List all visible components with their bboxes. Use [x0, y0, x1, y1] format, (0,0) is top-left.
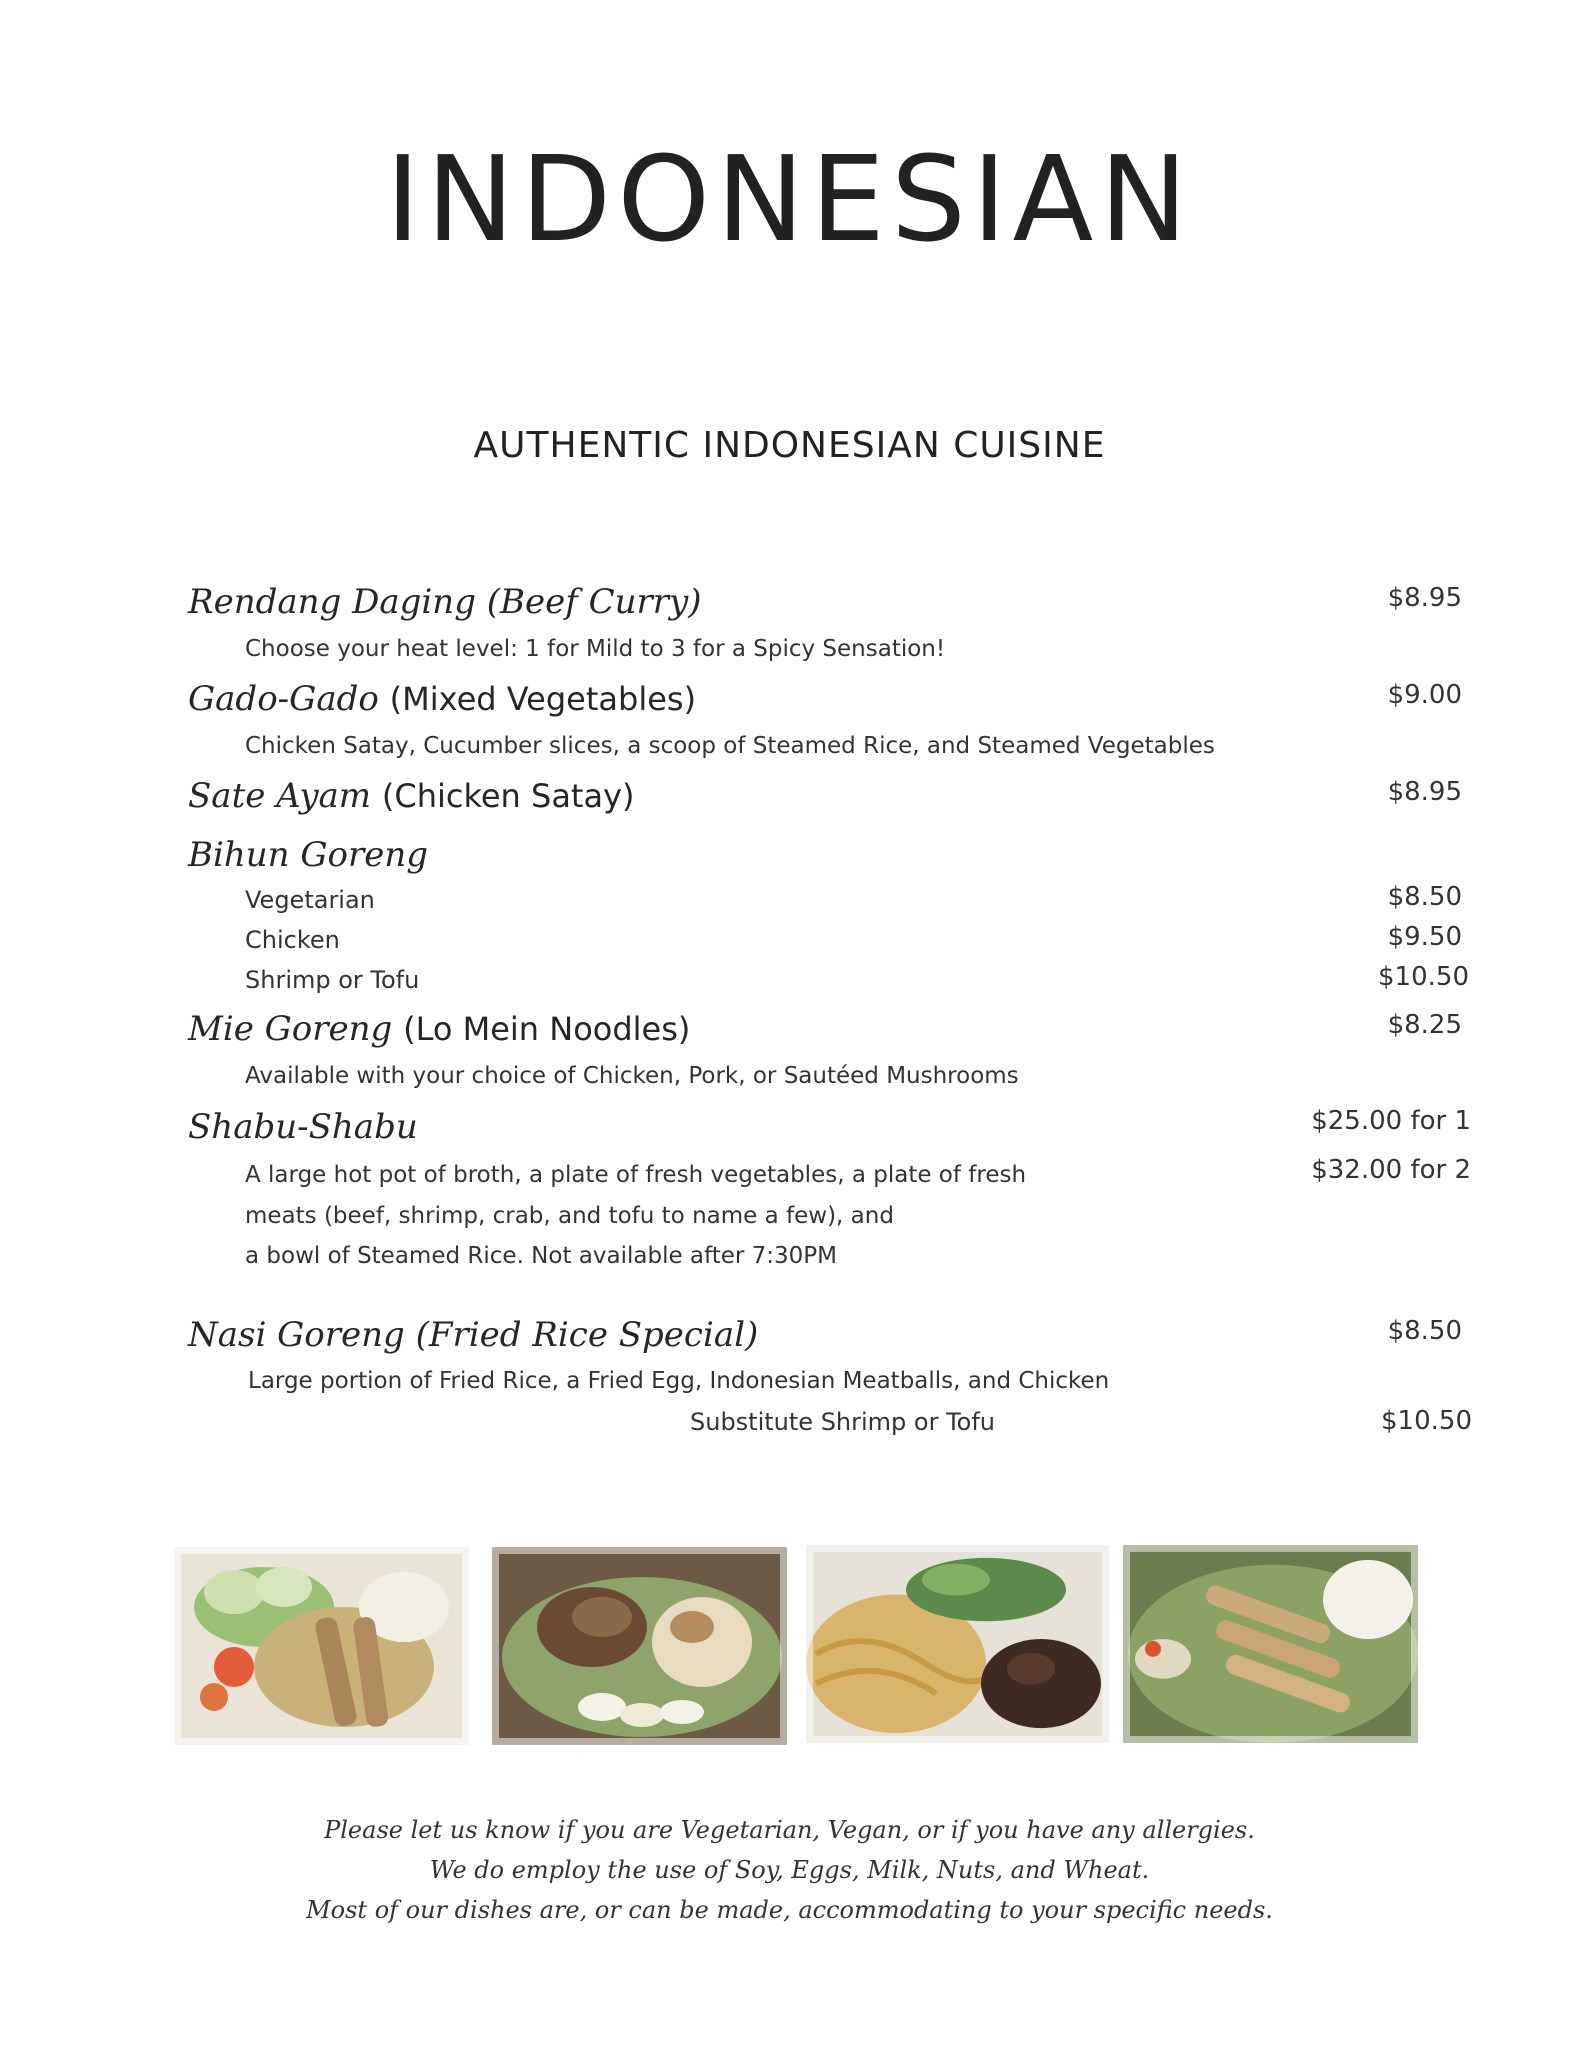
bihun-option-label: Vegetarian [245, 886, 375, 914]
food-photo-sate-ayam [1123, 1545, 1418, 1743]
food-photo-mie-goreng [806, 1545, 1109, 1743]
food-photo-satay-salad [174, 1547, 469, 1745]
dish-price-gado-gado: $9.00 [1387, 680, 1462, 710]
dish-name-gado-gado [188, 679, 697, 719]
dish-name-mie-goreng-paren: (Lo Mein Noodles) [403, 1010, 691, 1048]
dish-name-gado-gado-main: Gado-Gado [188, 679, 379, 719]
food-photo-nasi-rendang-image [492, 1547, 787, 1745]
footer-line-ingredients: We do employ the use of Soy, Eggs, Milk, Nuts, and Wheat. [429, 1856, 1150, 1884]
dish-price-mie-goreng: $8.25 [1387, 1010, 1462, 1040]
dish-price-shabu-1: $25.00 for 1 [1311, 1106, 1471, 1136]
food-photo-sate-ayam-image [1123, 1545, 1418, 1743]
dish-price-shabu-2: $32.00 for 2 [1311, 1155, 1471, 1185]
bihun-option-price: $9.50 [1387, 922, 1462, 952]
dish-name-mie-goreng-main: Mie Goreng [188, 1009, 393, 1049]
dish-desc-rendang: Choose your heat level: 1 for Mild to 3 for a Spicy Sensation! [245, 636, 946, 662]
page-title: INDONESIAN [385, 130, 1194, 268]
dish-name-sate-ayam-main: Sate Ayam [188, 776, 372, 816]
footer-line-allergies: Please let us know if you are Vegetarian, Vegan, or if you have any allergies. [324, 1816, 1255, 1844]
footer-line-accommodation: Most of our dishes are, or can be made, accommodating to your specific needs. [306, 1896, 1273, 1924]
dish-name-mie-goreng [188, 1009, 691, 1049]
food-photo-satay-salad-image [174, 1547, 469, 1745]
dish-desc-nasi-goreng: Large portion of Fried Rice, a Fried Egg, Indonesian Meatballs, and Chicken [248, 1368, 1110, 1394]
dish-price-rendang: $8.95 [1387, 583, 1462, 613]
dish-name-gado-gado-paren: (Mixed Vegetables) [389, 680, 697, 718]
nasi-substitute-price: $10.50 [1381, 1406, 1472, 1436]
bihun-option-price: $10.50 [1378, 962, 1469, 992]
dish-name-shabu-shabu: Shabu-Shabu [188, 1107, 418, 1147]
dish-desc-shabu-shabu: meats (beef, shrimp, crab, and tofu to name a few), and [245, 1203, 894, 1229]
dish-name-rendang: Rendang Daging (Beef Curry) [188, 582, 702, 622]
dish-desc-gado-gado: Chicken Satay, Cucumber slices, a scoop of Steamed Rice, and Steamed Vegetables [245, 733, 1215, 759]
dish-name-sate-ayam-paren: (Chicken Satay) [381, 777, 635, 815]
bihun-option-price: $8.50 [1387, 882, 1462, 912]
dish-price-nasi-goreng: $8.50 [1387, 1316, 1462, 1346]
nasi-substitute-label: Substitute Shrimp or Tofu [690, 1408, 996, 1436]
dish-desc-mie-goreng: Available with your choice of Chicken, Pork, or Sautéed Mushrooms [245, 1063, 1019, 1089]
bihun-option-label: Shrimp or Tofu [245, 966, 420, 994]
dish-desc-shabu-shabu: a bowl of Steamed Rice. Not available after 7:30PM [245, 1243, 838, 1269]
dish-desc-shabu-shabu: A large hot pot of broth, a plate of fresh vegetables, a plate of fresh [245, 1162, 1027, 1188]
dish-name-bihun-goreng: Bihun Goreng [188, 835, 429, 875]
food-photo-nasi-rendang [492, 1547, 787, 1745]
page-subtitle: AUTHENTIC INDONESIAN CUISINE [473, 425, 1106, 466]
bihun-option-label: Chicken [245, 926, 340, 954]
food-photo-mie-goreng-image [806, 1545, 1109, 1743]
dish-name-sate-ayam [188, 776, 635, 816]
dish-name-nasi-goreng: Nasi Goreng (Fried Rice Special) [188, 1315, 759, 1355]
dish-price-sate-ayam: $8.95 [1387, 777, 1462, 807]
